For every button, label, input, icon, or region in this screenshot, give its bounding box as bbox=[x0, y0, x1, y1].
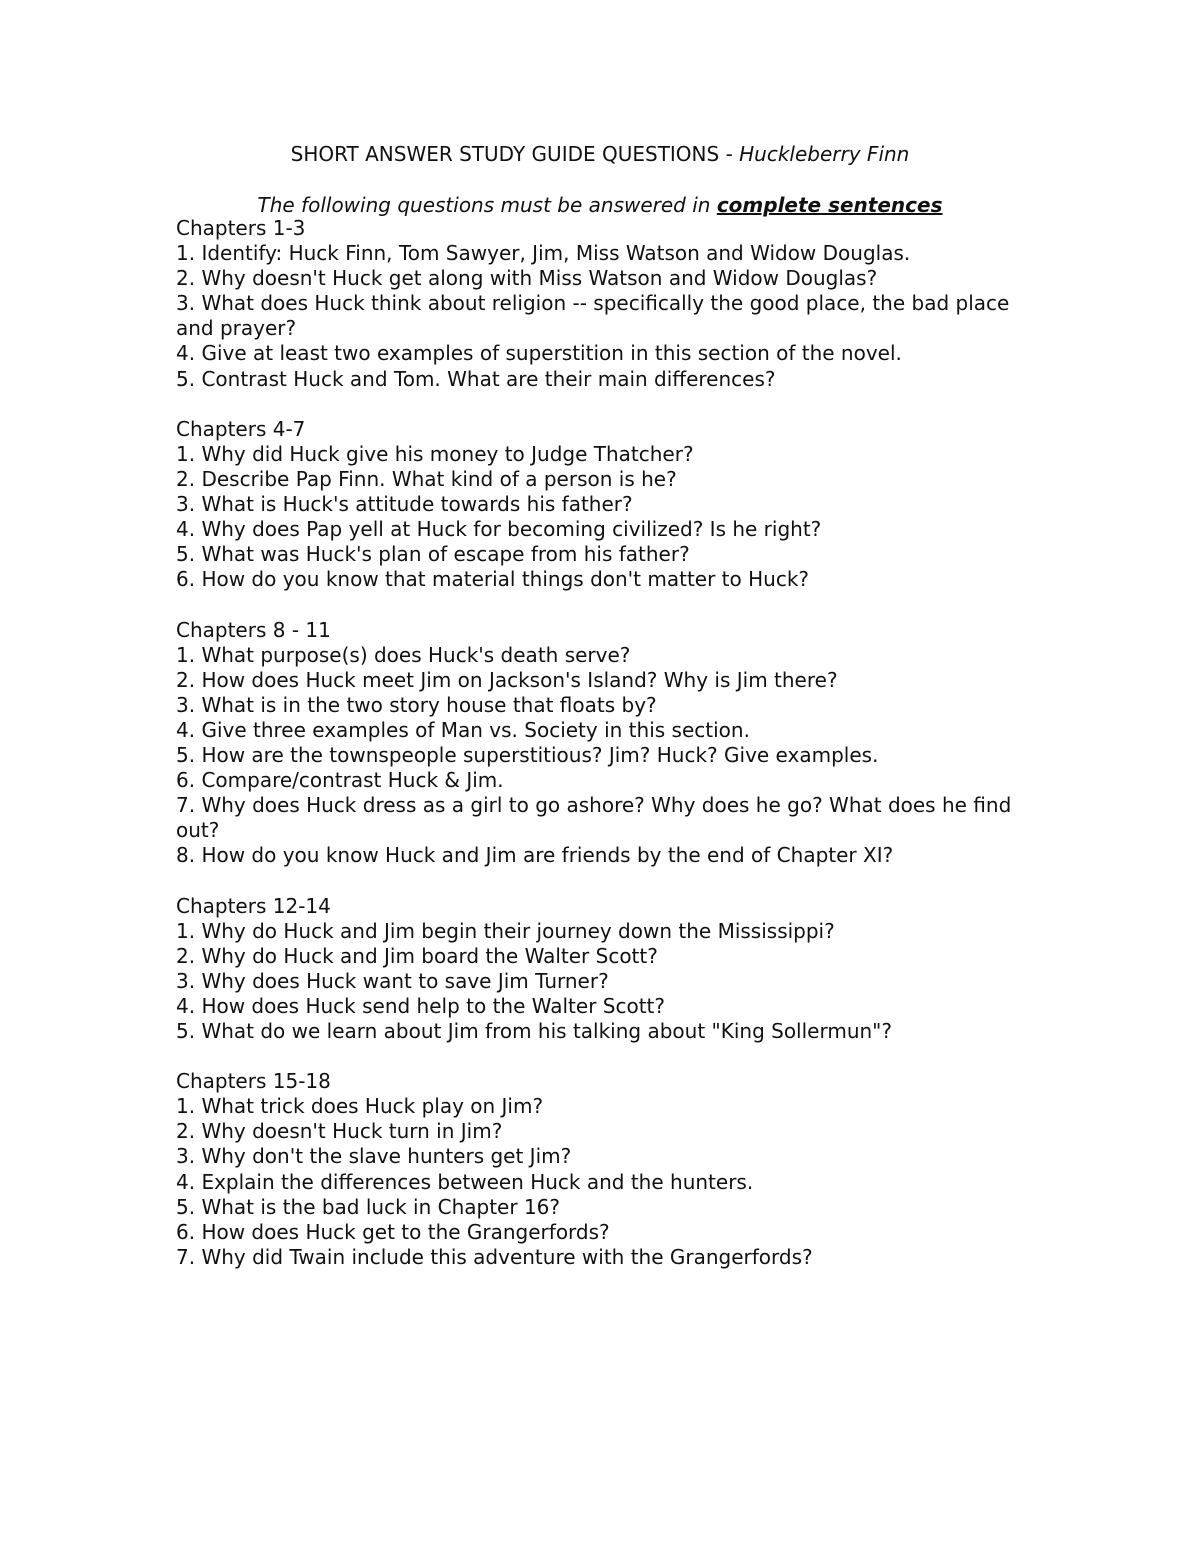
question-item: 5. Contrast Huck and Tom. What are their main differences? bbox=[176, 366, 776, 391]
section-heading: Chapters 4-7 bbox=[176, 416, 306, 441]
question-item: 5. What do we learn about Jim from his talking about "King Sollermun"? bbox=[176, 1019, 892, 1043]
document-title bbox=[0, 141, 1200, 167]
instructions-emphasis: complete sentences bbox=[716, 193, 943, 217]
question-item: 2. Why doesn't Huck get along with Miss Watson and Widow Douglas? bbox=[176, 266, 878, 291]
chapter-section bbox=[176, 618, 1036, 869]
question-item: 3. What is Huck's attitude towards his father? bbox=[176, 492, 633, 517]
question-item: 5. What was Huck's plan of escape from his father? bbox=[176, 542, 690, 567]
question-item: 4. Give three examples of Man vs. Society in this section. bbox=[176, 717, 750, 742]
question-item: 1. Why do Huck and Jim begin their journey down the Mississippi? bbox=[176, 918, 835, 943]
document-instructions bbox=[0, 192, 1200, 218]
question-item: 6. Compare/contrast Huck & Jim. bbox=[176, 768, 504, 793]
question-item: 3. What is in the two story house that floats by? bbox=[176, 692, 657, 717]
question-item: 2. Why do Huck and Jim board the Walter Scott? bbox=[176, 943, 658, 968]
instructions-prefix: The following questions must be answered in bbox=[257, 193, 717, 217]
title-main: SHORT ANSWER STUDY GUIDE QUESTIONS - bbox=[290, 142, 740, 166]
question-item: 7. Why does Huck dress as a girl to go ashore? Why does he go? What does he find out? bbox=[176, 793, 1012, 843]
question-item: 1. What purpose(s) does Huck's death serve? bbox=[176, 642, 631, 667]
question-item: 6. How do you know that material things don't matter to Huck? bbox=[176, 567, 810, 592]
section-heading: Chapters 15-18 bbox=[176, 1069, 331, 1094]
question-item: 2. Describe Pap Finn. What kind of a person is he? bbox=[176, 466, 677, 491]
section-heading: Chapters 8 - 11 bbox=[176, 617, 331, 642]
question-item: 4. Explain the differences between Huck and the hunters. bbox=[176, 1169, 754, 1194]
question-item: 2. Why doesn't Huck turn in Jim? bbox=[176, 1119, 503, 1144]
chapter-section bbox=[176, 894, 1036, 1045]
question-item: 3. Why don't the slave hunters get Jim? bbox=[176, 1144, 572, 1169]
question-item: 8. How do you know Huck and Jim are friends by the end of Chapter XI? bbox=[176, 843, 894, 868]
question-item: 7. Why did Twain include this adventure with the Grangerfords? bbox=[176, 1244, 813, 1269]
question-item: 2. How does Huck meet Jim on Jackson's Island? Why is Jim there? bbox=[176, 667, 838, 692]
question-item: 6. How does Huck get to the Grangerfords? bbox=[176, 1219, 610, 1244]
question-item: 1. Why did Huck give his money to Judge Thatcher? bbox=[176, 441, 694, 466]
title-book: Huckleberry Finn bbox=[739, 142, 910, 166]
question-item: 5. What is the bad luck in Chapter 16? bbox=[176, 1194, 561, 1219]
section-heading: Chapters 12-14 bbox=[176, 893, 331, 918]
question-item: 3. What does Huck think about religion -- specifically the good place, the bad place and prayer? bbox=[176, 291, 1010, 341]
question-item: 1. What trick does Huck play on Jim? bbox=[176, 1094, 544, 1119]
chapter-section bbox=[176, 216, 1036, 392]
question-item: 5. How are the townspeople superstitious? Jim? Huck? Give examples. bbox=[176, 742, 879, 767]
section-heading: Chapters 1-3 bbox=[176, 216, 306, 240]
question-item: 4. How does Huck send help to the Walter Scott? bbox=[176, 993, 666, 1018]
question-item: 4. Why does Pap yell at Huck for becoming civilized? Is he right? bbox=[176, 517, 822, 542]
question-item: 3. Why does Huck want to save Jim Turner? bbox=[176, 968, 609, 993]
chapter-section bbox=[176, 417, 1036, 593]
question-sections bbox=[176, 216, 1036, 1295]
question-item: 1. Identify: Huck Finn, Tom Sawyer, Jim, Miss Watson and Widow Douglas. bbox=[176, 241, 911, 266]
chapter-section bbox=[176, 1069, 1036, 1270]
question-item: 4. Give at least two examples of superstition in this section of the novel. bbox=[176, 341, 902, 366]
